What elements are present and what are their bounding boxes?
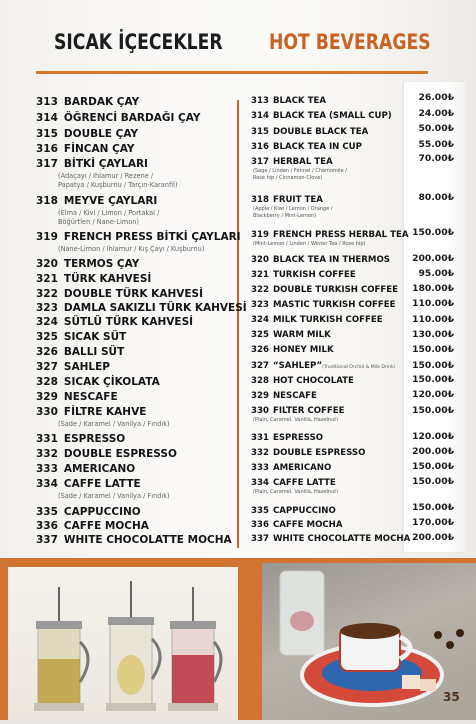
item-price: 50.00₺ <box>418 123 454 134</box>
item-description: (Nane-Limon / Ihlamur / Kış Çayı / Kuşburnu) <box>58 245 205 253</box>
item-name: AMERICANO <box>272 463 332 473</box>
item-number: 334 <box>36 478 58 490</box>
item-description: Papatya / Kuşburnu / Tarçın-Karanfil) <box>58 181 178 189</box>
item-name: ESPRESSO <box>63 433 126 445</box>
item-description: (Sade / Karamel / Vanilya / Fındık) <box>58 492 170 500</box>
item-description: (Adaçayı / Ihlamur / Rezene / <box>58 172 154 180</box>
turkish-menu-item <box>36 316 193 328</box>
item-name: MEYVE ÇAYLARI <box>63 195 158 207</box>
item-description: (Sage / Linden / Fennel / Chamomile / <box>253 168 347 174</box>
item-price: 130.00₺ <box>412 329 454 340</box>
turkish-menu-item <box>36 143 135 155</box>
item-number: 315 <box>251 127 269 137</box>
item-price: 95.00₺ <box>418 268 454 279</box>
item-name: HERBAL TEA <box>272 157 333 167</box>
item-price: 150.00₺ <box>412 476 454 487</box>
heading-english: HOT BEVERAGES <box>269 30 431 54</box>
item-name: CAFFE MOCHA <box>63 520 149 532</box>
english-menu-item <box>251 195 323 205</box>
item-name: NESCAFE <box>272 391 317 401</box>
item-name: DOUBLE ESPRESSO <box>272 448 366 458</box>
turkish-menu-item <box>36 534 232 546</box>
english-menu-item <box>251 463 331 473</box>
item-number: 332 <box>36 448 58 460</box>
item-price: 150.00₺ <box>412 227 454 238</box>
english-menu-item <box>251 406 345 416</box>
turkish-menu-item <box>36 391 118 403</box>
item-name: BLACK TEA IN THERMOS <box>272 255 390 265</box>
english-menu-item <box>251 315 383 325</box>
turkish-menu-item <box>36 288 203 300</box>
item-number: 327 <box>36 361 58 373</box>
item-description: (Elma / Kivi / Limon / Portakal / <box>58 209 160 217</box>
item-number: 319 <box>251 230 269 240</box>
item-name: DOUBLE TÜRK KAHVESİ <box>63 288 203 300</box>
item-name: MASTIC TURKISH COFFEE <box>272 300 396 310</box>
turkish-menu-item <box>36 231 241 243</box>
turkish-menu-item <box>36 520 149 532</box>
item-name: SAHLEP <box>63 361 110 373</box>
item-name: WARM MILK <box>272 330 331 340</box>
item-description: Böğürtlen / Nane-Limon) <box>58 218 140 226</box>
item-name: BLACK TEA (SMALL CUP) <box>272 111 392 121</box>
french-press-illustration <box>8 567 238 720</box>
item-name: SÜTLÜ TÜRK KAHVESİ <box>63 316 194 328</box>
item-description: (Plain, Caramel, Vanilla, Hazelnut) <box>253 489 339 495</box>
item-number: 327 <box>251 361 269 371</box>
item-name: FİNCAN ÇAY <box>63 143 135 155</box>
item-price: 110.00₺ <box>412 298 454 309</box>
item-name: WHITE CHOCOLATTE MOCHA <box>63 534 232 546</box>
item-number: 322 <box>36 288 58 300</box>
item-name: NESCAFE <box>63 391 118 403</box>
item-description: (Sade / Karamel / Vanilya / Fındık) <box>58 420 170 428</box>
turkish-menu-item <box>36 302 247 314</box>
item-name: ESPRESSO <box>272 433 324 443</box>
item-price: 110.00₺ <box>412 314 454 325</box>
item-number: 318 <box>251 195 269 205</box>
english-menu-item <box>251 433 323 443</box>
item-name: ÖĞRENCİ BARDAĞI ÇAY <box>63 112 201 124</box>
item-name: “SAHLEP” <box>272 361 323 371</box>
item-number: 326 <box>251 345 269 355</box>
item-price: 55.00₺ <box>418 139 454 150</box>
item-name: CAPPUCCINO <box>272 506 336 516</box>
turkish-menu-item <box>36 195 157 207</box>
item-number: 324 <box>36 316 58 328</box>
turkish-menu-item <box>36 331 126 343</box>
turkish-menu-item <box>36 273 151 285</box>
item-price: 150.00₺ <box>412 502 454 513</box>
item-name: HOT CHOCOLATE <box>272 376 354 386</box>
item-number: 313 <box>36 96 58 108</box>
french-press-photo <box>8 567 238 720</box>
item-number: 328 <box>251 376 269 386</box>
turkish-menu-item <box>36 361 110 373</box>
item-number: 316 <box>251 142 269 152</box>
item-price: 150.00₺ <box>412 374 454 385</box>
item-name: DAMLA SAKIZLI TÜRK KAHVESİ <box>63 302 247 314</box>
item-name: TURKISH COFFEE <box>272 270 356 280</box>
item-number: 336 <box>251 520 269 530</box>
turkish-menu-item <box>36 258 139 270</box>
turkish-menu-item <box>36 433 125 445</box>
item-name: FRUIT TEA <box>272 195 323 205</box>
english-menu-item <box>251 96 326 106</box>
item-name: BALLI SÜT <box>63 346 125 358</box>
item-number: 326 <box>36 346 58 358</box>
item-price: 200.00₺ <box>412 532 454 543</box>
english-menu-item <box>251 478 336 488</box>
item-price: 150.00₺ <box>412 461 454 472</box>
item-number: 320 <box>251 255 269 265</box>
page-number: 35 <box>443 690 460 704</box>
item-number: 323 <box>251 300 269 310</box>
item-number: 337 <box>36 534 58 546</box>
english-menu-item <box>251 330 331 340</box>
heading-turkish: SICAK İÇECEKLER <box>54 30 223 54</box>
turkish-menu-item <box>36 376 160 388</box>
item-number: 317 <box>36 158 58 170</box>
item-number: 325 <box>36 331 58 343</box>
item-price: 180.00₺ <box>412 283 454 294</box>
item-name: FILTER COFFEE <box>272 406 345 416</box>
turkish-menu-item <box>36 346 124 358</box>
item-name: BİTKİ ÇAYLARI <box>63 158 148 170</box>
turkish-menu-item <box>36 96 139 108</box>
item-name: SICAK SÜT <box>63 331 127 343</box>
english-menu-item <box>251 111 392 121</box>
item-number: 336 <box>36 520 58 532</box>
turkish-menu-item <box>36 406 146 418</box>
item-price: 150.00₺ <box>412 360 454 371</box>
english-menu-item <box>251 270 356 280</box>
item-name: SICAK ÇİKOLATA <box>63 376 160 388</box>
item-number: 329 <box>36 391 58 403</box>
item-name: DOUBLE TURKISH COFFEE <box>272 285 399 295</box>
english-menu-item <box>251 157 333 167</box>
item-description: Blackberry / Mint-Lemon) <box>253 213 317 219</box>
item-number: 319 <box>36 231 58 243</box>
item-name: CAFFE LATTE <box>272 478 336 488</box>
item-name: FRENCH PRESS HERBAL TEA <box>272 230 409 240</box>
item-number: 317 <box>251 157 269 167</box>
item-price: 120.00₺ <box>412 431 454 442</box>
item-number: 328 <box>36 376 58 388</box>
heading-divider <box>36 71 428 74</box>
item-name: DOUBLE ÇAY <box>63 128 139 140</box>
item-number: 335 <box>36 506 58 518</box>
turkish-menu-item <box>36 463 135 475</box>
turkish-menu-item <box>36 506 141 518</box>
item-number: 333 <box>36 463 58 475</box>
item-name: FİLTRE KAHVE <box>63 406 147 418</box>
item-number: 322 <box>251 285 269 295</box>
turkish-menu-item <box>36 448 177 460</box>
column-divider <box>237 100 239 548</box>
item-name: FRENCH PRESS BİTKİ ÇAYLARI <box>63 231 241 243</box>
item-price: 200.00₺ <box>412 446 454 457</box>
item-description: (Plain, Caramel, Vanilla, Hazelnut) <box>253 417 339 423</box>
item-number: 329 <box>251 391 269 401</box>
english-menu-item <box>251 391 317 401</box>
turkish-menu-item <box>36 128 138 140</box>
turkish-menu-item <box>36 158 148 170</box>
item-number: 325 <box>251 330 269 340</box>
item-name: BLACK TEA <box>272 96 326 106</box>
item-description: (Mint-Lemon / Linden / Winter Tea / Rose hip) <box>253 241 366 247</box>
item-name: DOUBLE BLACK TEA <box>272 127 369 137</box>
item-number: 330 <box>251 406 269 416</box>
english-menu-item <box>251 285 398 295</box>
item-name: WHITE CHOCOLATTE MOCHA <box>272 534 411 544</box>
english-menu-item <box>251 506 336 516</box>
english-menu-item <box>251 255 390 265</box>
item-number: 333 <box>251 463 269 473</box>
english-menu-item <box>251 534 410 544</box>
item-name: CAFFE LATTE <box>63 478 141 490</box>
item-number: 331 <box>36 433 58 445</box>
item-number: 321 <box>36 273 58 285</box>
item-number: 316 <box>36 143 58 155</box>
turkish-menu-item <box>36 478 141 490</box>
english-menu-item <box>251 230 409 240</box>
item-price: 120.00₺ <box>412 389 454 400</box>
item-description: (Apple / Kiwi / Lemon / Orange / <box>253 206 333 212</box>
item-name: TERMOS ÇAY <box>63 258 140 270</box>
item-price: 26.00₺ <box>418 92 454 103</box>
item-price: 70.00₺ <box>418 153 454 164</box>
english-menu-item <box>251 142 362 152</box>
item-price: 24.00₺ <box>418 108 454 119</box>
item-name: MILK TURKISH COFFEE <box>272 315 383 325</box>
item-number: 332 <box>251 448 269 458</box>
item-price: 150.00₺ <box>412 405 454 416</box>
item-number: 315 <box>36 128 58 140</box>
english-menu-item <box>251 345 334 355</box>
item-number: 334 <box>251 478 269 488</box>
item-price: 170.00₺ <box>412 517 454 528</box>
item-number: 330 <box>36 406 58 418</box>
english-menu-item <box>251 520 343 530</box>
item-number: 323 <box>36 302 58 314</box>
turkish-menu-item <box>36 112 200 124</box>
english-menu-item <box>251 300 396 310</box>
english-menu-item <box>251 376 354 386</box>
item-price: 200.00₺ <box>412 253 454 264</box>
english-menu-item <box>251 448 365 458</box>
item-description: Rose hip / Cinnamon-Clove) <box>253 175 323 181</box>
english-menu-item <box>251 361 396 371</box>
item-name: BLACK TEA IN CUP <box>272 142 362 152</box>
item-name: AMERICANO <box>63 463 136 475</box>
item-name: TÜRK KAHVESİ <box>63 273 152 285</box>
english-menu-item <box>251 127 368 137</box>
item-number: 335 <box>251 506 269 516</box>
item-name: HONEY MILK <box>272 345 334 355</box>
item-name: CAFFE MOCHA <box>272 520 343 530</box>
item-number: 321 <box>251 270 269 280</box>
item-name: CAPPUCCINO <box>63 506 141 518</box>
item-number: 318 <box>36 195 58 207</box>
item-price: 80.00₺ <box>418 192 454 203</box>
item-name: DOUBLE ESPRESSO <box>63 448 177 460</box>
item-number: 313 <box>251 96 269 106</box>
item-price: 150.00₺ <box>412 344 454 355</box>
item-number: 331 <box>251 433 269 443</box>
item-number: 320 <box>36 258 58 270</box>
item-number: 314 <box>251 111 269 121</box>
item-number: 337 <box>251 534 269 544</box>
item-number: 314 <box>36 112 58 124</box>
item-number: 324 <box>251 315 269 325</box>
item-name: BARDAK ÇAY <box>63 96 140 108</box>
item-description: (Traditional Orchid & Milk Drink) <box>322 365 396 370</box>
